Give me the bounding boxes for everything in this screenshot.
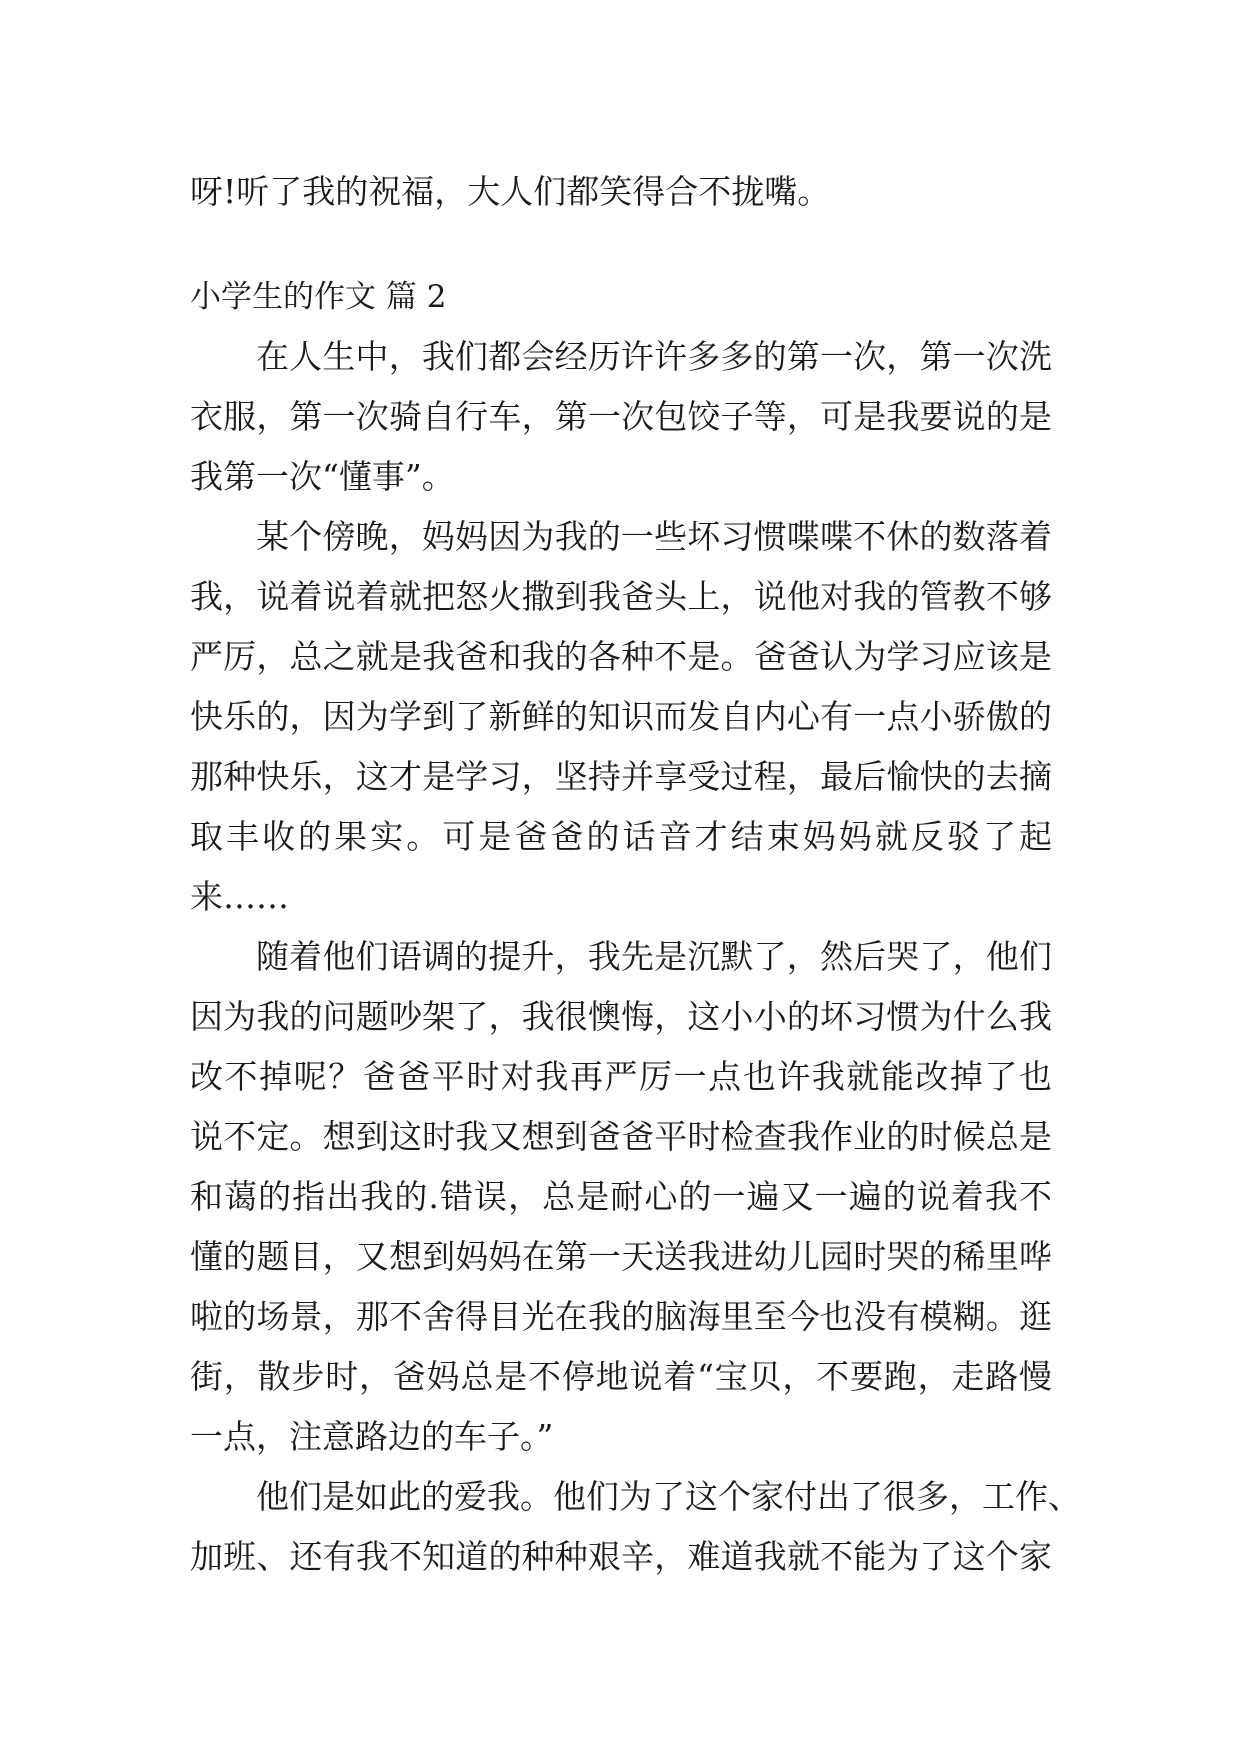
paragraph-line: 那种快乐，这才是学习，坚持并享受过程，最后愉快的去摘 [190,757,1052,796]
paragraph-line: 取丰收的果实。可是爸爸的话音才结束妈妈就反驳了起 [190,817,1052,856]
paragraph-4 [190,1467,1081,1587]
continuation-line: 呀!听了我的祝福，大人们都笑得合不拢嘴。 [190,172,831,211]
paragraph-line: 随着他们语调的提升，我先是沉默了，然后哭了，他们 [256,937,1052,976]
paragraph-line: 因为我的问题吵架了，我很懊悔，这小小的坏习惯为什么我 [190,997,1052,1036]
paragraph-line: 懂的题目，又想到妈妈在第一天送我进幼儿园时哭的稀里哗 [190,1237,1052,1276]
paragraph-line: 说不定。想到这时我又想到爸爸平时检查我作业的时候总是 [190,1117,1052,1156]
document-body [190,162,1081,1587]
paragraph-line: 快乐的，因为学到了新鲜的知识而发自内心有一点小骄傲的 [190,697,1052,736]
paragraph-line: 在人生中，我们都会经历许许多多的第一次，第一次洗 [256,337,1052,376]
paragraph-line: 啦的场景，那不舍得目光在我的脑海里至今也没有模糊。逛 [190,1297,1052,1336]
paragraph-1 [190,327,1052,507]
paragraph-line: 我第一次“懂事”。 [190,457,455,496]
paragraph-line: 我，说着说着就把怒火撒到我爸头上，说他对我的管教不够 [190,577,1052,616]
paragraph-3 [190,927,1052,1467]
section-heading: 小学生的作文 篇 2 [190,279,447,315]
section-gap [190,222,1052,267]
paragraph-line: 他们是如此的爱我。他们为了这个家付出了很多，工作、 [256,1477,1081,1516]
paragraph-2 [190,507,1052,927]
paragraph-line: 严厉，总之就是我爸和我的各种不是。爸爸认为学习应该是 [190,637,1052,676]
paragraph-line: 一点，注意路边的车子。” [190,1417,554,1456]
paragraph-line: 改不掉呢？爸爸平时对我再严厉一点也许我就能改掉了也 [190,1057,1052,1096]
paragraph-line: 衣服，第一次骑自行车，第一次包饺子等，可是我要说的是 [190,397,1052,436]
paragraph-line: 街，散步时，爸妈总是不停地说着“宝贝，不要跑，走路慢 [190,1357,1052,1396]
paragraph-line: 来…… [190,877,289,916]
paragraph-line: 和蔼的指出我的.错误，总是耐心的一遍又一遍的说着我不 [190,1177,1052,1216]
paragraph-line: 加班、还有我不知道的种种艰辛，难道我就不能为了这个家 [190,1537,1052,1576]
paragraph-line: 某个傍晚，妈妈因为我的一些坏习惯喋喋不休的数落着 [256,517,1052,556]
